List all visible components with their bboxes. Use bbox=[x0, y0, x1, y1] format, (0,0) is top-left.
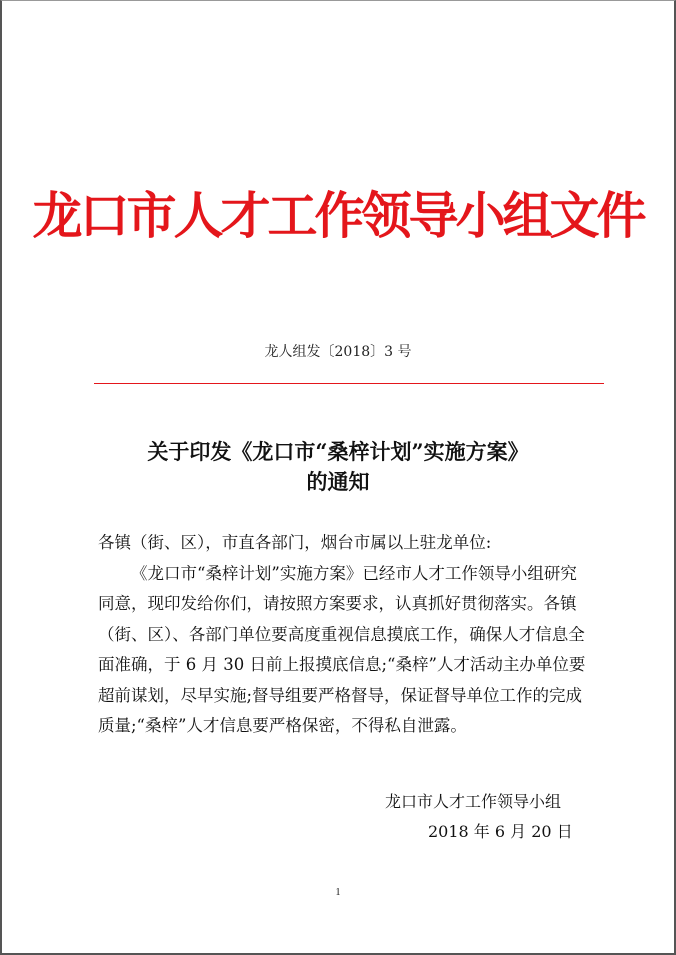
signature-date: 2018 年 6 月 20 日 bbox=[428, 822, 573, 841]
masthead-title: 龙口市人才工作领导小组文件 bbox=[32, 186, 644, 245]
body-paragraph: 《龙口市“桑梓计划”实施方案》已经市人才工作领导小组研究同意，现印发给你们，请按照方案要求，认真抓好贯彻落实。各镇（街、区）、各部门单位要高度重视信息摸底工作，确保人才信息全面准确，于 6 月 30 日前上报摸底信息;“桑梓”人才活动主办单位要超前谋划，尽早实施;督导组要严格督导，保证督导单位工作的完成质量;“桑梓”人才信息要严格保密，不得私自泄露。 bbox=[98, 563, 586, 735]
signature-organization: 龙口市人才工作领导小组 bbox=[385, 792, 562, 811]
notice-title bbox=[2, 437, 674, 497]
page-number: 1 bbox=[335, 887, 341, 898]
red-divider-line bbox=[94, 383, 604, 384]
salutation: 各镇（街、区），市直各部门，烟台市属以上驻龙单位: bbox=[98, 533, 492, 552]
notice-title-line-2: 的通知 bbox=[306, 469, 370, 494]
document-number: 龙人组发〔2018〕3 号 bbox=[264, 344, 412, 360]
notice-body bbox=[98, 528, 588, 742]
notice-title-line-1: 关于印发《龙口市“桑梓计划”实施方案》 bbox=[147, 439, 529, 464]
